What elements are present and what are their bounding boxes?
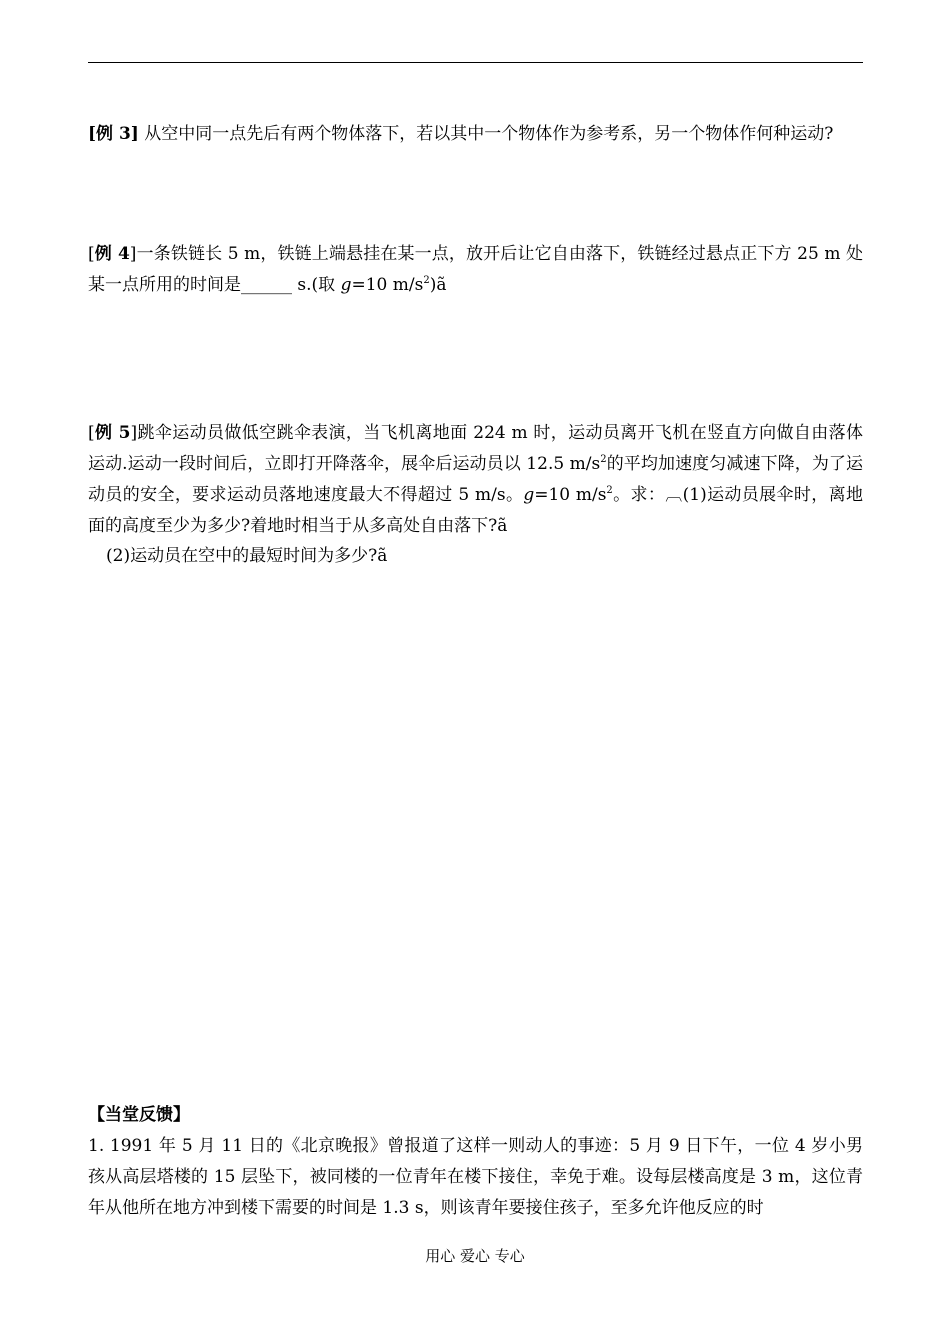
example-4-text-c: =10 m/s <box>351 275 424 295</box>
feedback-heading: 【当堂反馈】 <box>88 1105 190 1125</box>
example-5-part-2: (2)运动员在空中的最短时间为多少?ã <box>106 546 388 566</box>
example-4-bracket-close: ] <box>129 244 137 264</box>
example-5-g: g <box>523 485 535 505</box>
example-5 <box>88 418 863 542</box>
example-4 <box>88 239 863 301</box>
example-4-sup: 2 <box>423 275 430 286</box>
example-5-bracket-open: [ <box>88 423 95 443</box>
example-5-text-b: 的平均加速度匀减速下降，为了运动员的安全，要求运动员落地速度最大不得超过 5 m/s。 <box>88 454 863 505</box>
example-3 <box>88 119 863 150</box>
header-rule <box>88 62 863 63</box>
example-4-g: g <box>340 275 352 295</box>
example-4-text-b: s.(取 <box>292 275 341 295</box>
example-5-label: 例 5 <box>94 423 131 443</box>
example-5-bracket-close: ] <box>130 423 138 443</box>
feedback-item-1: 1. 1991 年 5 月 11 日的《北京晚报》曾报道了这样一则动人的事迹：5 月 9 日下午，一位 4 岁小男孩从高层塔楼的 15 层坠下，被同楼的一位青年在楼下接住，幸免于难。设每层楼高度是 3 m，这位青年从他所在地方冲到楼下需要的时间是 1.3 s，则该青年要接住孩子，至多允许他反应的时 <box>88 1136 863 1218</box>
example-5-text-c: =10 m/s <box>534 485 607 505</box>
example-4-label: 例 4 <box>94 244 130 264</box>
example-5-text-d: 。求：︹(1)运动员展伞时，离地面的高度至少为多少?着地时相当于从多高处自由落下?ã <box>88 485 863 536</box>
example-5-sup1: 2 <box>600 454 607 465</box>
example-4-text-d: )ã <box>429 275 447 295</box>
page-footer: 用心 爱心 专心 <box>425 1247 525 1265</box>
example-5-sup2: 2 <box>606 485 613 496</box>
example-5-text-a: 跳伞运动员做低空跳伞表演，当飞机离地面 224 m 时，运动员离开飞机在竖直方向做自由落体运动.运动一段时间后，立即打开降落伞，展伞后运动员以 12.5 m/s <box>88 423 864 474</box>
example-3-label: [例 3] <box>88 124 139 144</box>
example-4-text-a: 一条铁链长 5 m，铁链上端悬挂在某一点，放开后让它自由落下，铁链经过悬点正下方 25 m 处某一点所用的时间是 <box>88 244 863 295</box>
example-4-blank: ______ <box>241 275 292 295</box>
example-4-bracket-open: [ <box>88 244 95 264</box>
example-3-text: 从空中同一点先后有两个物体落下，若以其中一个物体作为参考系，另一个物体作何种运动? <box>138 124 834 144</box>
